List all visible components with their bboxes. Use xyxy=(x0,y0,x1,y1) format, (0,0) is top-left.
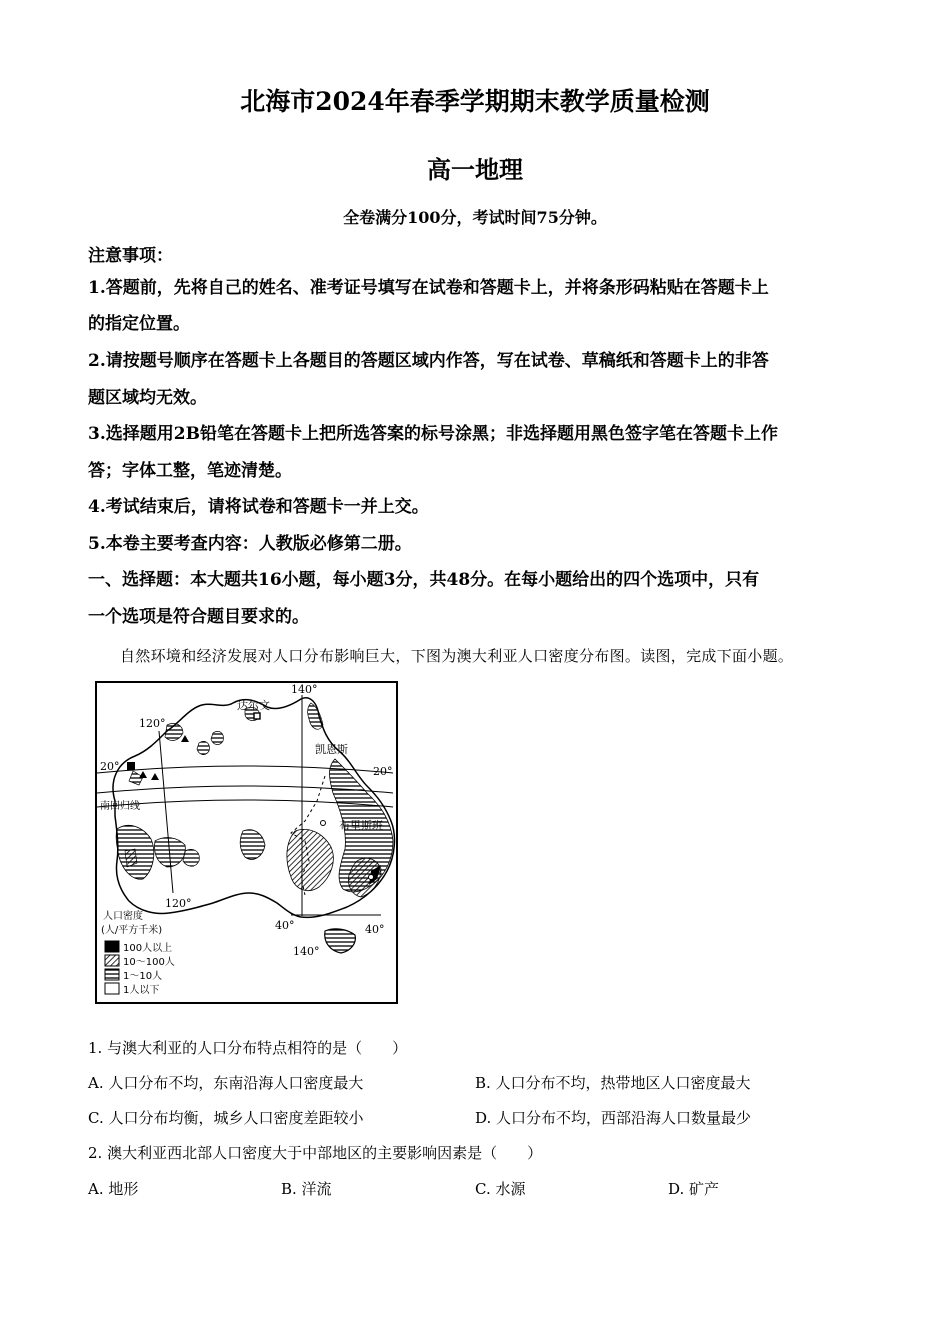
legend-item: 10～100人 xyxy=(123,957,175,968)
label-lat40-right: 40° xyxy=(365,923,385,936)
notice-heading: 注意事项： xyxy=(88,246,173,266)
label-darwin: 达尔文 xyxy=(237,699,270,712)
section-heading-cont: 一个选项是符合题目要求的。 xyxy=(88,607,309,627)
notice-line: 2.请按题号顺序在答题卡上各题目的答题区域内作答，写在试卷、草稿纸和答题卡上的非答 xyxy=(88,351,769,371)
legend-title: 人口密度 xyxy=(103,911,143,922)
label-lon120-bottom: 120° xyxy=(165,897,192,910)
label-lon140-bottom: 140° xyxy=(293,945,320,958)
question-2-option-b: B. 洋流 xyxy=(281,1180,332,1198)
australia-population-map xyxy=(95,681,398,1004)
legend-item: 1人以下 xyxy=(123,985,160,996)
label-lat40-left: 40° xyxy=(275,919,295,932)
section-heading: 一、选择题：本大题共16小题，每小题3分，共48分。在每小题给出的四个选项中，只有 xyxy=(88,570,760,590)
legend-unit: (人/平方千米) xyxy=(101,925,163,936)
question-2-option-c: C. 水源 xyxy=(475,1180,526,1198)
question-2-option-a: A. 地形 xyxy=(88,1180,139,1198)
question-1-option-a: A. 人口分布不均，东南沿海人口密度最大 xyxy=(88,1074,364,1092)
notice-line: 3.选择题用2B铅笔在答题卡上把所选答案的标号涂黑；非选择题用黑色签字笔在答题卡上作 xyxy=(88,424,778,444)
notice-line: 答；字体工整，笔迹清楚。 xyxy=(88,461,292,481)
label-lon120-top: 120° xyxy=(139,717,166,730)
notice-line: 5.本卷主要考查内容：人教版必修第二册。 xyxy=(88,534,412,554)
label-cairns: 凯恩斯 xyxy=(315,743,348,756)
label-lat20-right: 20° xyxy=(373,765,393,778)
label-lat20-left: 20° xyxy=(100,760,120,773)
darwin-marker xyxy=(254,713,260,719)
question-1-option-c: C. 人口分布均衡，城乡人口密度差距较小 xyxy=(88,1109,364,1127)
notice-line: 题区域均无效。 xyxy=(88,388,207,408)
intro-text: 自然环境和经济发展对人口分布影响巨大，下图为澳大利亚人口密度分布图。读图，完成下面小题。 xyxy=(120,647,794,665)
legend-item: 100人以上 xyxy=(123,943,173,954)
notice-line: 1.答题前，先将自己的姓名、准考证号填写在试卷和答题卡上，并将条形码粘贴在答题卡上 xyxy=(88,278,769,298)
question-2-option-d: D. 矿产 xyxy=(668,1180,720,1198)
question-1-option-d: D. 人口分布不均，西部沿海人口数量最少 xyxy=(475,1109,752,1127)
label-lon140-top: 140° xyxy=(291,683,318,696)
notice-line: 的指定位置。 xyxy=(88,314,190,334)
label-tropic: 南回归线 xyxy=(100,801,140,812)
question-1-stem: 1. 与澳大利亚的人口分布特点相符的是（ ） xyxy=(88,1039,408,1057)
legend-item: 1～10人 xyxy=(123,971,163,982)
question-2-stem: 2. 澳大利亚西北部人口密度大于中部地区的主要影响因素是（ ） xyxy=(88,1144,543,1162)
label-brisbane: 布里斯班 xyxy=(339,819,383,832)
exam-info: 全卷满分100分，考试时间75分钟。 xyxy=(343,208,607,227)
page-title: 北海市2024年春季学期期末教学质量检测 xyxy=(240,87,710,116)
subject-title: 高一地理 xyxy=(427,155,523,184)
notice-line: 4.考试结束后，请将试卷和答题卡一并上交。 xyxy=(88,497,429,517)
question-1-option-b: B. 人口分布不均，热带地区人口密度最大 xyxy=(475,1074,751,1092)
